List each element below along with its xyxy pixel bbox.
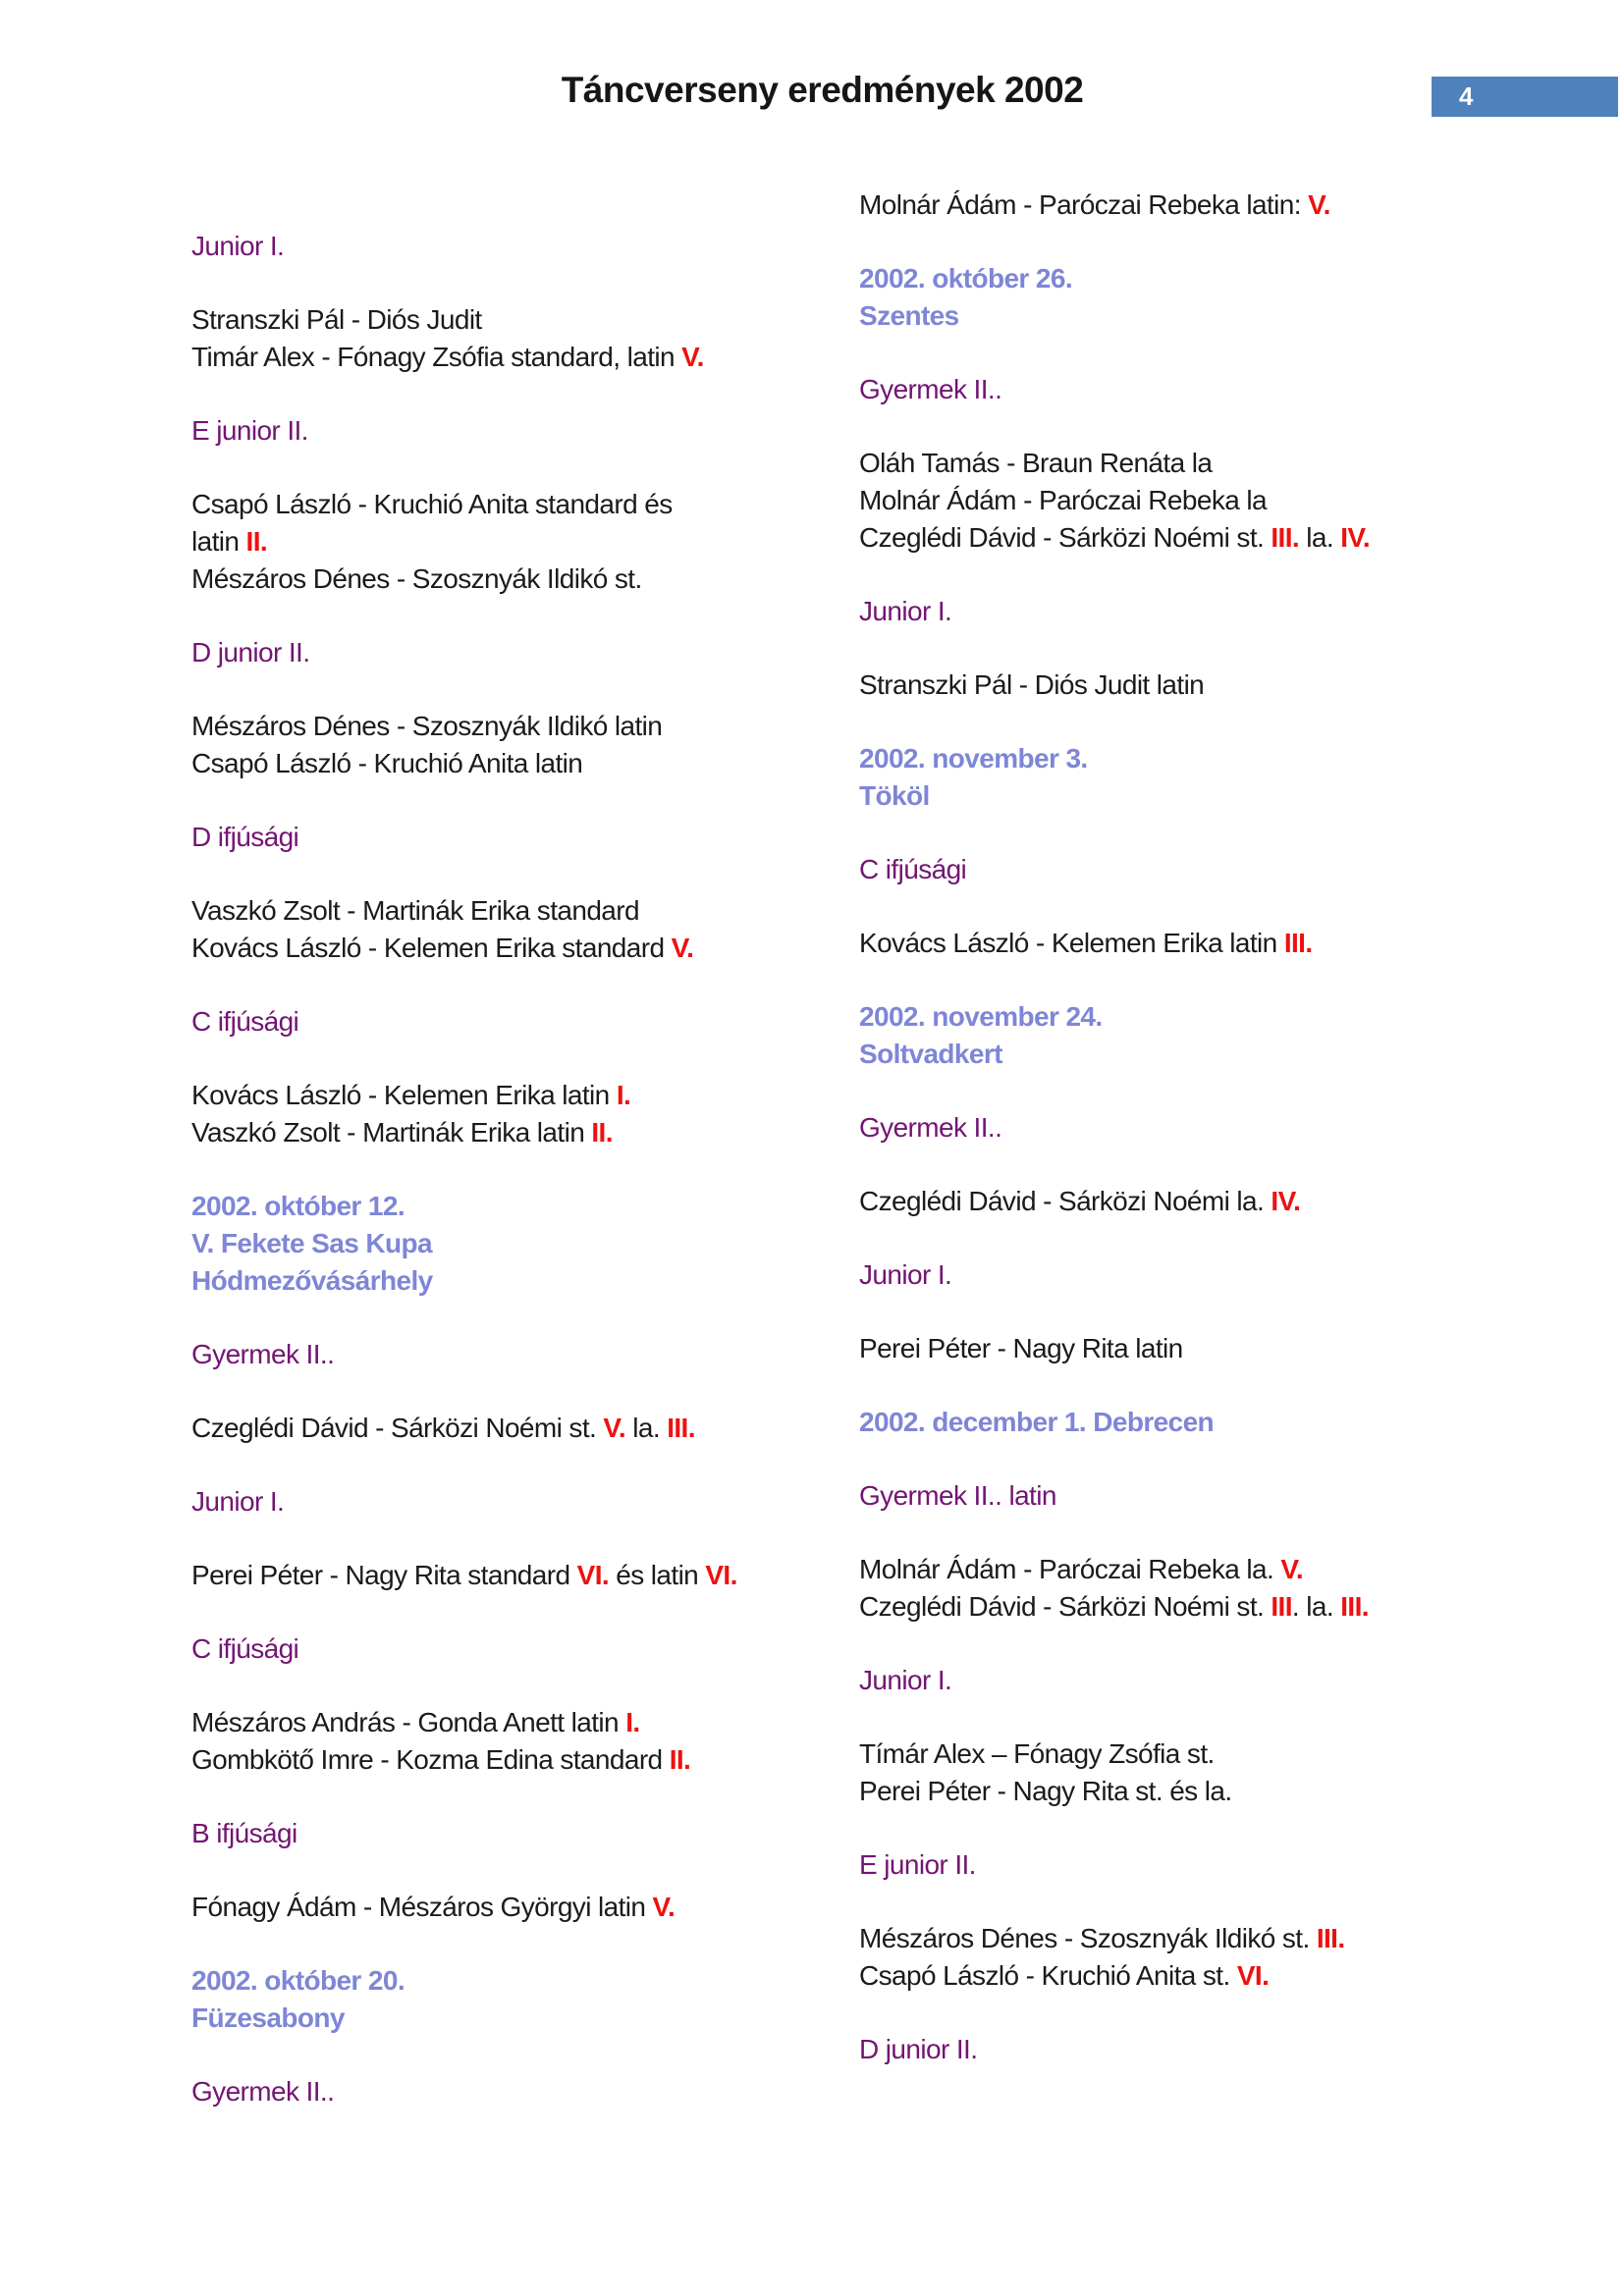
category-heading: [191, 1815, 820, 1852]
text-line: C ifjúsági: [191, 1633, 299, 1664]
text-segment: Molnár Ádám - Paróczai Rebeka la: [859, 485, 1267, 515]
text-segment: . la.: [1291, 1591, 1341, 1622]
placement-result: V.: [681, 342, 704, 372]
text-line: Gyermek II.. latin: [859, 1480, 1056, 1511]
text-line: [859, 1773, 1488, 1810]
text-line: [859, 1330, 1488, 1367]
results-entry: [859, 1330, 1488, 1367]
text-line: 2002. december 1. Debrecen: [859, 1407, 1215, 1437]
event-date-heading: [191, 1962, 820, 2037]
text-segment: Timár Alex - Fónagy Zsófia standard, latin: [191, 342, 682, 372]
text-segment: Stranszki Pál - Diós Judit: [191, 304, 482, 335]
results-entry: [191, 486, 820, 598]
text-segment: Kovács László - Kelemen Erika latin: [859, 928, 1284, 958]
event-date-heading: [859, 740, 1488, 815]
text-line: [859, 1920, 1488, 1957]
category-heading: [191, 228, 820, 265]
category-heading: [191, 1483, 820, 1521]
text-segment: Molnár Ádám - Paróczai Rebeka latin:: [859, 189, 1309, 220]
text-line: [859, 187, 1488, 224]
category-heading: [859, 1477, 1488, 1515]
category-heading: [191, 1630, 820, 1668]
text-line: [859, 925, 1488, 962]
text-line: 2002. november 24.: [859, 1001, 1103, 1032]
text-line: Gyermek II..: [191, 2076, 335, 2107]
category-heading: [191, 634, 820, 671]
text-line: [191, 301, 820, 339]
text-segment: Vaszkó Zsolt - Martinák Erika standard: [191, 895, 639, 926]
text-line: [191, 1704, 820, 1741]
text-line: Soltvadkert: [859, 1039, 1002, 1069]
text-line: 2002. október 20.: [191, 1965, 406, 1996]
text-line: Junior I.: [191, 1486, 285, 1517]
placement-result: III.: [1340, 1591, 1369, 1622]
text-line: [859, 1588, 1488, 1626]
text-line: [859, 445, 1488, 482]
text-segment: la.: [1299, 522, 1341, 553]
results-entry: [859, 1551, 1488, 1626]
event-date-heading: [191, 1188, 820, 1300]
text-line: [191, 1741, 820, 1779]
placement-result: III.: [1316, 1923, 1345, 1953]
placement-result: V.: [652, 1892, 676, 1922]
text-segment: Kovács László - Kelemen Erika standard: [191, 933, 672, 963]
results-entry: [191, 1889, 820, 1926]
text-line: 2002. október 26.: [859, 263, 1073, 294]
column-right: [859, 187, 1488, 2105]
text-segment: Czeglédi Dávid - Sárközi Noémi st.: [191, 1413, 604, 1443]
results-entry: [859, 445, 1488, 557]
results-entry: [191, 1557, 820, 1594]
text-segment: Csapó László - Kruchió Anita st.: [859, 1960, 1237, 1991]
text-segment: Vaszkó Zsolt - Martinák Erika latin: [191, 1117, 592, 1148]
text-line: Junior I.: [859, 1665, 952, 1695]
text-line: Gyermek II..: [191, 1339, 335, 1369]
category-heading: [191, 1003, 820, 1041]
category-heading: [859, 371, 1488, 408]
text-line: C ifjúsági: [859, 854, 967, 884]
text-line: 2002. november 3.: [859, 743, 1088, 774]
placement-result: I.: [625, 1707, 640, 1737]
placement-result: II.: [669, 1744, 691, 1775]
text-segment: Tímár Alex – Fónagy Zsófia st.: [859, 1738, 1215, 1769]
text-segment: Gombkötő Imre - Kozma Edina standard: [191, 1744, 670, 1775]
text-segment: Czeglédi Dávid - Sárközi Noémi st.: [859, 1591, 1271, 1622]
text-segment: és latin: [609, 1560, 706, 1590]
results-entry: [859, 925, 1488, 962]
category-heading: [191, 1336, 820, 1373]
text-segment: la.: [625, 1413, 668, 1443]
placement-result: V.: [1308, 189, 1330, 220]
text-segment: Mészáros Dénes - Szosznyák Ildikó st.: [859, 1923, 1317, 1953]
results-entry: [191, 301, 820, 376]
text-segment: Molnár Ádám - Paróczai Rebeka la.: [859, 1554, 1281, 1584]
text-line: [859, 519, 1488, 557]
text-line: [859, 1551, 1488, 1588]
event-date-heading: [859, 998, 1488, 1073]
text-segment: Csapó László - Kruchió Anita latin: [191, 748, 583, 778]
placement-result: III.: [1283, 928, 1313, 958]
placement-result: II.: [591, 1117, 613, 1148]
placement-result: VI.: [705, 1560, 737, 1590]
placement-result: IV.: [1271, 1186, 1301, 1216]
category-heading: [191, 412, 820, 450]
text-segment: Czeglédi Dávid - Sárközi Noémi st.: [859, 522, 1271, 553]
text-line: Tököl: [859, 780, 930, 811]
page-number: 4: [1459, 81, 1474, 111]
category-heading: [859, 1109, 1488, 1147]
column-left: [191, 228, 820, 2147]
text-segment: Perei Péter - Nagy Rita latin: [859, 1333, 1183, 1363]
text-line: [859, 1183, 1488, 1220]
placement-result: IV.: [1340, 522, 1371, 553]
text-line: D junior II.: [191, 637, 310, 667]
text-segment: latin: [191, 526, 246, 557]
text-line: [191, 1114, 820, 1151]
text-segment: Czeglédi Dávid - Sárközi Noémi la.: [859, 1186, 1271, 1216]
results-entry: [191, 892, 820, 967]
results-entry: [859, 1183, 1488, 1220]
text-line: [191, 561, 820, 598]
results-entry: [191, 1704, 820, 1779]
document-title: Táncverseny eredmények 2002: [561, 70, 1084, 110]
text-line: E junior II.: [191, 415, 308, 446]
placement-result: VI.: [1236, 1960, 1270, 1991]
results-entry: [859, 667, 1488, 704]
text-line: [191, 1410, 820, 1447]
text-line: [191, 930, 820, 967]
text-line: [191, 486, 820, 523]
text-segment: Perei Péter - Nagy Rita standard: [191, 1560, 577, 1590]
placement-result: III: [1271, 1591, 1292, 1622]
text-line: C ifjúsági: [191, 1006, 299, 1037]
text-line: Füzesabony: [191, 2002, 345, 2033]
text-line: Gyermek II..: [859, 374, 1002, 404]
text-segment: Perei Péter - Nagy Rita st. és la.: [859, 1776, 1232, 1806]
event-date-heading: [859, 1404, 1488, 1441]
text-line: [859, 1957, 1488, 1995]
text-line: 2002. október 12.: [191, 1191, 406, 1221]
text-line: [191, 1889, 820, 1926]
category-heading: [191, 2073, 820, 2110]
text-line: [859, 667, 1488, 704]
text-line: [191, 339, 820, 376]
text-line: Junior I.: [859, 596, 952, 626]
results-entry: [859, 1920, 1488, 1995]
results-entry: [191, 1077, 820, 1151]
text-line: Szentes: [859, 300, 959, 331]
placement-result: II.: [245, 526, 268, 557]
placement-result: VI.: [576, 1560, 610, 1590]
text-segment: Kovács László - Kelemen Erika latin: [191, 1080, 617, 1110]
category-heading: [859, 851, 1488, 888]
text-line: [859, 482, 1488, 519]
text-line: D ifjúsági: [191, 822, 299, 852]
text-line: [191, 523, 820, 561]
results-entry: [859, 1735, 1488, 1810]
text-line: D junior II.: [859, 2034, 978, 2064]
category-heading: [859, 1662, 1488, 1699]
text-line: B ifjúsági: [191, 1818, 298, 1848]
text-segment: Mészáros Dénes - Szosznyák Ildikó st.: [191, 563, 642, 594]
text-line: [859, 1735, 1488, 1773]
placement-result: V.: [671, 933, 694, 963]
text-line: [191, 1557, 820, 1594]
results-entry: [191, 1410, 820, 1447]
category-heading: [859, 1846, 1488, 1884]
category-heading: [859, 593, 1488, 630]
placement-result: V.: [603, 1413, 626, 1443]
text-segment: Oláh Tamás - Braun Renáta la: [859, 448, 1213, 478]
text-line: Junior I.: [859, 1259, 952, 1290]
placement-result: III.: [667, 1413, 695, 1443]
text-line: Junior I.: [191, 231, 285, 261]
text-line: [191, 1077, 820, 1114]
category-heading: [859, 1256, 1488, 1294]
text-segment: Mészáros András - Gonda Anett latin: [191, 1707, 626, 1737]
placement-result: V.: [1280, 1554, 1304, 1584]
text-line: V. Fekete Sas Kupa: [191, 1228, 432, 1258]
text-segment: Mészáros Dénes - Szosznyák Ildikó latin: [191, 711, 663, 741]
text-line: [191, 892, 820, 930]
text-segment: Csapó László - Kruchió Anita standard és: [191, 489, 673, 519]
category-heading: [859, 2031, 1488, 2068]
results-entry: [859, 187, 1488, 224]
event-date-heading: [859, 260, 1488, 335]
category-heading: [191, 819, 820, 856]
page-number-badge: [1432, 77, 1618, 117]
text-line: [191, 708, 820, 745]
text-segment: Stranszki Pál - Diós Judit latin: [859, 669, 1205, 700]
text-line: Gyermek II..: [859, 1112, 1002, 1143]
text-line: [191, 745, 820, 782]
text-segment: Fónagy Ádám - Mészáros Györgyi latin: [191, 1892, 653, 1922]
placement-result: I.: [616, 1080, 631, 1110]
placement-result: III.: [1271, 522, 1300, 553]
results-entry: [191, 708, 820, 782]
text-line: Hódmezővásárhely: [191, 1265, 433, 1296]
text-line: E junior II.: [859, 1849, 976, 1880]
